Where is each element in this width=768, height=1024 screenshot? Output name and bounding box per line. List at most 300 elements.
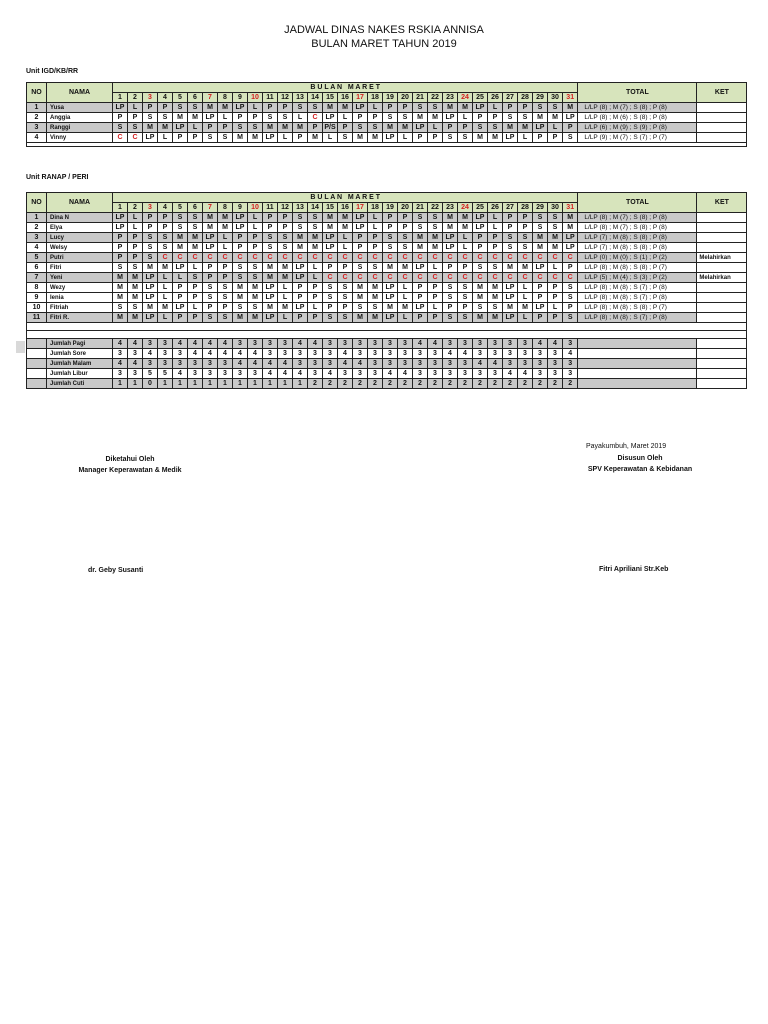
shift-cell: L xyxy=(308,263,323,273)
blank-row xyxy=(27,323,747,331)
shift-cell: LP xyxy=(263,283,278,293)
shift-cell: S xyxy=(158,113,173,123)
shift-cell: M xyxy=(263,303,278,313)
shift-cell: P xyxy=(533,133,548,143)
shift-cell: M xyxy=(488,133,503,143)
shift-cell: S xyxy=(218,133,233,143)
summary-no xyxy=(27,369,47,379)
summary-cell: 4 xyxy=(383,369,398,379)
shift-cell: P xyxy=(548,313,563,323)
summary-cell: 2 xyxy=(368,379,383,389)
header-bulan: B U L A N M A R E T xyxy=(113,83,578,93)
summary-cell: 4 xyxy=(218,339,233,349)
day-header-cell: 2 xyxy=(128,93,143,103)
total-cell: L/LP (8) ; M (7) ; S (8) ; P (8) xyxy=(578,223,697,233)
summary-cell: 4 xyxy=(533,339,548,349)
summary-cell: 3 xyxy=(323,339,338,349)
shift-cell: S xyxy=(533,223,548,233)
staff-row xyxy=(27,243,747,253)
day-header-cell: 8 xyxy=(218,93,233,103)
shift-cell: LP xyxy=(443,113,458,123)
shift-cell: LP xyxy=(533,303,548,313)
shift-cell: P xyxy=(218,123,233,133)
shift-cell: M xyxy=(548,113,563,123)
summary-cell: 4 xyxy=(323,369,338,379)
summary-cell: 4 xyxy=(518,369,533,379)
shift-cell: C xyxy=(413,273,428,283)
staff-name: Ranggi xyxy=(47,123,113,133)
day-header-cell: 12 xyxy=(278,93,293,103)
shift-cell: M xyxy=(353,283,368,293)
shift-cell: C xyxy=(443,253,458,263)
shift-cell: S xyxy=(458,293,473,303)
total-cell: L/LP (5) ; M (4) ; S (3) ; P (2) xyxy=(578,273,697,283)
summary-cell: 3 xyxy=(413,369,428,379)
shift-cell: L xyxy=(248,103,263,113)
staff-name: Ienia xyxy=(47,293,113,303)
summary-cell: 3 xyxy=(503,349,518,359)
summary-cell: 3 xyxy=(398,349,413,359)
shift-cell: C xyxy=(488,273,503,283)
shift-cell: P xyxy=(503,223,518,233)
shift-cell: L xyxy=(398,313,413,323)
summary-cell: 3 xyxy=(128,349,143,359)
summary-cell: 3 xyxy=(218,359,233,369)
summary-cell: 4 xyxy=(248,359,263,369)
shift-cell: M xyxy=(488,283,503,293)
shift-cell: LP xyxy=(323,243,338,253)
shift-cell: S xyxy=(188,103,203,113)
shift-cell: P xyxy=(143,103,158,113)
shift-cell: S xyxy=(443,293,458,303)
shift-cell: LP xyxy=(413,303,428,313)
ket-cell xyxy=(697,133,747,143)
day-header-cell: 3 xyxy=(143,203,158,213)
summary-cell: 3 xyxy=(368,369,383,379)
summary-cell: 3 xyxy=(218,369,233,379)
shift-cell: M xyxy=(173,113,188,123)
shift-cell: P xyxy=(368,113,383,123)
signature-left-title: Diketahui Oleh xyxy=(105,456,155,463)
staff-row xyxy=(27,233,747,243)
summary-cell: 4 xyxy=(173,369,188,379)
shift-cell: M xyxy=(383,263,398,273)
shift-cell: M xyxy=(518,303,533,313)
summary-label: Jumlah Libur xyxy=(47,369,113,379)
day-header-cell: 25 xyxy=(473,93,488,103)
shift-cell: L xyxy=(278,133,293,143)
shift-cell: C xyxy=(503,253,518,263)
summary-ket xyxy=(697,359,747,369)
summary-ket xyxy=(697,339,747,349)
shift-cell: P xyxy=(443,263,458,273)
row-no: 5 xyxy=(27,253,47,263)
shift-cell: S xyxy=(413,103,428,113)
shift-cell: L xyxy=(518,133,533,143)
total-cell: L/LP (8) ; M (6) ; S (8) ; P (8) xyxy=(578,113,697,123)
shift-cell: P xyxy=(563,123,578,133)
shift-cell: P xyxy=(143,223,158,233)
shift-cell: P xyxy=(428,313,443,323)
shift-cell: L xyxy=(368,213,383,223)
shift-cell: P xyxy=(188,313,203,323)
summary-cell: 4 xyxy=(428,339,443,349)
shift-cell: S xyxy=(278,243,293,253)
shift-cell: P xyxy=(128,233,143,243)
shift-cell: M xyxy=(383,303,398,313)
shift-cell: M xyxy=(458,103,473,113)
shift-cell: M xyxy=(173,243,188,253)
summary-cell: 3 xyxy=(383,339,398,349)
shift-cell: M xyxy=(113,293,128,303)
shift-cell: L xyxy=(488,103,503,113)
shift-cell: P xyxy=(203,123,218,133)
staff-row xyxy=(27,263,747,273)
total-cell: L/LP (8) ; M (7) ; S (8) ; P (8) xyxy=(578,103,697,113)
shift-cell: S xyxy=(173,103,188,113)
summary-cell: 4 xyxy=(473,359,488,369)
summary-cell: 4 xyxy=(233,349,248,359)
shift-cell: P xyxy=(548,283,563,293)
shift-cell: M xyxy=(503,123,518,133)
shift-cell: P xyxy=(128,253,143,263)
shift-cell: M xyxy=(413,233,428,243)
shift-cell: P xyxy=(128,243,143,253)
row-no: 9 xyxy=(27,293,47,303)
shift-cell: LP xyxy=(503,313,518,323)
day-header-cell: 5 xyxy=(173,93,188,103)
shift-cell: S xyxy=(458,133,473,143)
shift-cell: M xyxy=(368,313,383,323)
shift-cell: S xyxy=(428,103,443,113)
shift-cell: P xyxy=(458,263,473,273)
shift-cell: M xyxy=(278,263,293,273)
summary-cell: 3 xyxy=(263,349,278,359)
schedule-table-ranap xyxy=(26,192,747,389)
summary-cell: 3 xyxy=(308,359,323,369)
shift-cell: P xyxy=(548,133,563,143)
shift-cell: LP xyxy=(293,273,308,283)
shift-cell: S xyxy=(353,303,368,313)
shift-cell: M xyxy=(488,293,503,303)
shift-cell: LP xyxy=(383,283,398,293)
shift-cell: M xyxy=(128,283,143,293)
summary-cell: 3 xyxy=(563,339,578,349)
day-header-cell: 24 xyxy=(458,203,473,213)
shift-cell: P xyxy=(248,233,263,243)
row-no: 3 xyxy=(27,123,47,133)
header-total: TOTAL xyxy=(578,193,697,213)
shift-cell: S xyxy=(413,223,428,233)
summary-cell: 2 xyxy=(428,379,443,389)
row-no: 4 xyxy=(27,133,47,143)
summary-no xyxy=(27,379,47,389)
shift-cell: LP xyxy=(503,283,518,293)
total-cell: L/LP (8) ; M (8) ; S (7) ; P (8) xyxy=(578,283,697,293)
shift-cell: C xyxy=(383,253,398,263)
shift-cell: L xyxy=(398,293,413,303)
shift-cell: P xyxy=(488,233,503,243)
day-header-cell: 13 xyxy=(293,203,308,213)
row-selection-marker xyxy=(16,341,25,353)
shift-cell: S xyxy=(518,113,533,123)
header-bulan: B U L A N M A R E T xyxy=(113,193,578,203)
staff-name: Wezy xyxy=(47,283,113,293)
summary-cell: 3 xyxy=(233,369,248,379)
staff-row xyxy=(27,313,747,323)
day-header-cell: 26 xyxy=(488,203,503,213)
shift-cell: L xyxy=(518,293,533,303)
shift-cell: C xyxy=(473,273,488,283)
shift-cell: LP xyxy=(203,243,218,253)
shift-cell: M xyxy=(473,313,488,323)
summary-total xyxy=(578,339,697,349)
shift-cell: S xyxy=(353,263,368,273)
shift-cell: M xyxy=(368,133,383,143)
shift-cell: M xyxy=(188,243,203,253)
shift-cell: S xyxy=(248,303,263,313)
summary-cell: 4 xyxy=(143,349,158,359)
summary-cell: 3 xyxy=(128,369,143,379)
shift-cell: S xyxy=(308,223,323,233)
summary-cell: 3 xyxy=(173,359,188,369)
shift-cell: S xyxy=(323,283,338,293)
shift-cell: C xyxy=(533,253,548,263)
summary-cell: 1 xyxy=(293,379,308,389)
shift-cell: M xyxy=(278,303,293,313)
shift-cell: S xyxy=(488,303,503,313)
summary-cell: 0 xyxy=(143,379,158,389)
shift-cell: L xyxy=(458,233,473,243)
shift-cell: LP xyxy=(353,103,368,113)
shift-cell: P xyxy=(338,123,353,133)
shift-cell: L xyxy=(308,273,323,283)
day-header-cell: 23 xyxy=(443,203,458,213)
summary-row xyxy=(27,339,747,349)
day-header-cell: 7 xyxy=(203,93,218,103)
day-header-cell: 5 xyxy=(173,203,188,213)
shift-cell: S xyxy=(533,103,548,113)
shift-cell: P xyxy=(443,303,458,313)
shift-cell: S xyxy=(248,123,263,133)
summary-cell: 4 xyxy=(443,349,458,359)
shift-cell: P xyxy=(308,283,323,293)
summary-cell: 3 xyxy=(203,369,218,379)
shift-cell: C xyxy=(278,253,293,263)
summary-cell: 3 xyxy=(473,349,488,359)
summary-label: Jumlah Cuti xyxy=(47,379,113,389)
day-header-cell: 11 xyxy=(263,93,278,103)
shift-cell: C xyxy=(338,253,353,263)
shift-cell: P xyxy=(533,293,548,303)
shift-cell: LP xyxy=(383,313,398,323)
shift-cell: M xyxy=(188,233,203,243)
shift-cell: M xyxy=(263,263,278,273)
shift-cell: C xyxy=(113,133,128,143)
shift-cell: M xyxy=(443,103,458,113)
staff-name: Lucy xyxy=(47,233,113,243)
shift-cell: S xyxy=(203,293,218,303)
summary-cell: 3 xyxy=(353,339,368,349)
blank-cell xyxy=(27,143,747,147)
shift-cell: C xyxy=(548,273,563,283)
shift-cell: C xyxy=(323,253,338,263)
shift-cell: P xyxy=(158,103,173,113)
shift-cell: P xyxy=(518,213,533,223)
summary-cell: 3 xyxy=(413,349,428,359)
shift-cell: L xyxy=(458,113,473,123)
shift-cell: LP xyxy=(293,263,308,273)
shift-cell: S xyxy=(293,223,308,233)
shift-cell: P xyxy=(458,123,473,133)
summary-cell: 3 xyxy=(113,349,128,359)
shift-cell: LP xyxy=(293,303,308,313)
shift-cell: M xyxy=(143,303,158,313)
shift-cell: S xyxy=(173,213,188,223)
shift-cell: P xyxy=(203,273,218,283)
summary-cell: 2 xyxy=(488,379,503,389)
shift-cell: M xyxy=(353,313,368,323)
shift-cell: L xyxy=(248,213,263,223)
document-title: JADWAL DINAS NAKES RSKIA ANNISA xyxy=(284,24,484,36)
summary-cell: 4 xyxy=(173,339,188,349)
shift-cell: S xyxy=(368,303,383,313)
shift-cell: L xyxy=(158,283,173,293)
shift-cell: S xyxy=(158,233,173,243)
shift-cell: S xyxy=(233,273,248,283)
shift-cell: S xyxy=(533,213,548,223)
summary-cell: 3 xyxy=(308,369,323,379)
summary-total xyxy=(578,379,697,389)
shift-cell: L xyxy=(518,283,533,293)
shift-cell: P xyxy=(398,103,413,113)
shift-cell: P xyxy=(353,233,368,243)
shift-cell: C xyxy=(533,273,548,283)
summary-cell: 4 xyxy=(248,349,263,359)
ket-cell: Melahirkan xyxy=(697,253,747,263)
shift-cell: C xyxy=(518,253,533,263)
summary-cell: 3 xyxy=(293,359,308,369)
shift-cell: P xyxy=(143,213,158,223)
shift-cell: M xyxy=(533,233,548,243)
ket-cell: Melahirkan xyxy=(697,273,747,283)
shift-cell: S xyxy=(398,113,413,123)
row-no: 2 xyxy=(27,113,47,123)
shift-cell: LP xyxy=(443,243,458,253)
shift-cell: M xyxy=(143,263,158,273)
shift-cell: LP xyxy=(533,123,548,133)
total-cell: L/LP (6) ; M (9) ; S (9) ; P (8) xyxy=(578,123,697,133)
shift-cell: M xyxy=(398,263,413,273)
shift-cell: P xyxy=(563,263,578,273)
day-header-cell: 6 xyxy=(188,93,203,103)
shift-cell: P xyxy=(323,263,338,273)
summary-cell: 3 xyxy=(113,369,128,379)
shift-cell: LP xyxy=(323,113,338,123)
shift-cell: S xyxy=(248,263,263,273)
shift-cell: M xyxy=(398,123,413,133)
summary-cell: 2 xyxy=(398,379,413,389)
shift-cell: P xyxy=(308,123,323,133)
shift-cell: M xyxy=(263,273,278,283)
summary-ket xyxy=(697,369,747,379)
shift-cell: P xyxy=(158,223,173,233)
summary-cell: 4 xyxy=(128,359,143,369)
day-header-cell: 22 xyxy=(428,203,443,213)
shift-cell: C xyxy=(488,253,503,263)
summary-cell: 2 xyxy=(323,379,338,389)
staff-name: Fitri R. xyxy=(47,313,113,323)
day-header-cell: 1 xyxy=(113,203,128,213)
shift-cell: P xyxy=(398,223,413,233)
shift-cell: P xyxy=(203,303,218,313)
header-no: NO xyxy=(27,83,47,103)
summary-cell: 1 xyxy=(233,379,248,389)
summary-cell: 3 xyxy=(158,339,173,349)
shift-cell: S xyxy=(233,263,248,273)
shift-cell: S xyxy=(173,223,188,233)
summary-cell: 1 xyxy=(188,379,203,389)
day-header-cell: 11 xyxy=(263,203,278,213)
summary-cell: 3 xyxy=(443,339,458,349)
summary-cell: 1 xyxy=(203,379,218,389)
shift-cell: S xyxy=(218,283,233,293)
shift-cell: L xyxy=(218,243,233,253)
staff-name: Elya xyxy=(47,223,113,233)
shift-cell: M xyxy=(533,113,548,123)
summary-cell: 2 xyxy=(383,379,398,389)
day-header-cell: 4 xyxy=(158,203,173,213)
shift-cell: S xyxy=(188,223,203,233)
shift-cell: M xyxy=(308,243,323,253)
shift-cell: M xyxy=(443,213,458,223)
day-header-cell: 10 xyxy=(248,93,263,103)
shift-cell: C xyxy=(458,253,473,263)
summary-cell: 4 xyxy=(488,359,503,369)
shift-cell: P xyxy=(293,283,308,293)
shift-cell: LP xyxy=(113,223,128,233)
day-header-cell: 14 xyxy=(308,93,323,103)
unit-label-ranap: Unit RANAP / PERI xyxy=(26,174,89,181)
staff-name: Fitri xyxy=(47,263,113,273)
summary-row xyxy=(27,379,747,389)
shift-cell: P xyxy=(113,113,128,123)
day-header-cell: 27 xyxy=(503,93,518,103)
staff-name: Fitriah xyxy=(47,303,113,313)
summary-cell: 1 xyxy=(128,379,143,389)
summary-cell: 2 xyxy=(473,379,488,389)
shift-cell: C xyxy=(323,273,338,283)
shift-cell: L xyxy=(518,313,533,323)
shift-cell: P xyxy=(278,223,293,233)
shift-cell: C xyxy=(548,253,563,263)
row-no: 1 xyxy=(27,213,47,223)
shift-cell: L xyxy=(488,223,503,233)
shift-cell: S xyxy=(248,273,263,283)
summary-cell: 3 xyxy=(338,369,353,379)
shift-cell: M xyxy=(443,223,458,233)
ket-cell xyxy=(697,283,747,293)
summary-cell: 3 xyxy=(548,369,563,379)
shift-cell: P xyxy=(158,213,173,223)
row-no: 1 xyxy=(27,103,47,113)
summary-cell: 3 xyxy=(413,359,428,369)
shift-cell: S xyxy=(428,213,443,223)
shift-cell: P xyxy=(188,133,203,143)
signature-right-name: Fitri Apriliani Str.Keb xyxy=(599,566,669,573)
shift-cell: S xyxy=(323,313,338,323)
shift-cell: P xyxy=(233,233,248,243)
